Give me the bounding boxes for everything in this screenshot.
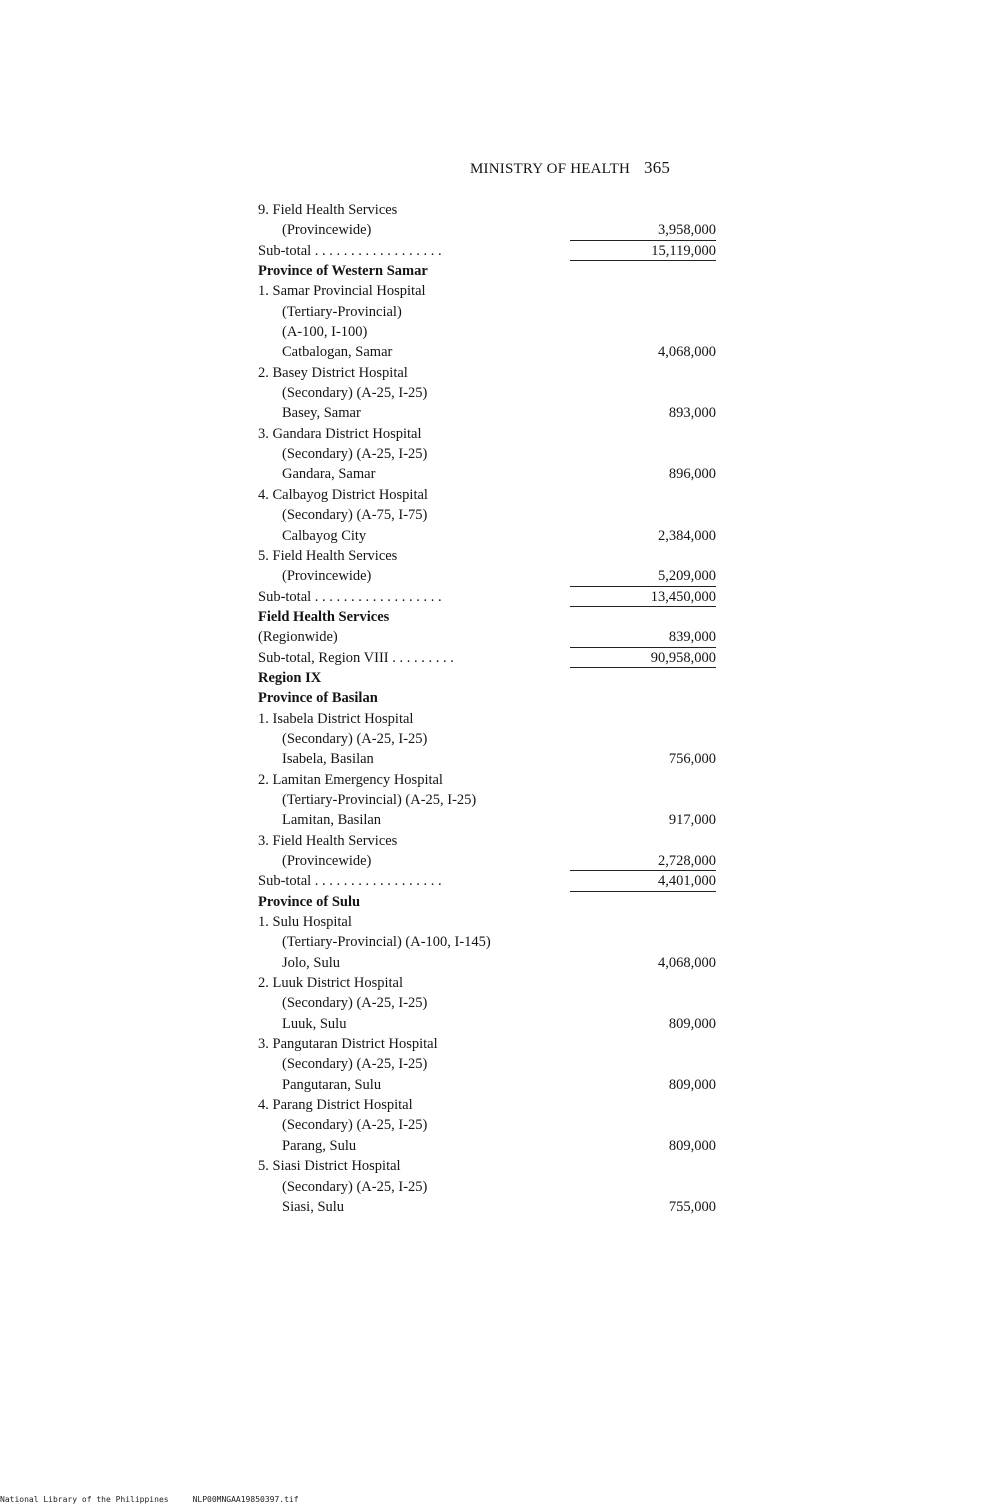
budget-table — [258, 200, 728, 1217]
table-row — [258, 1014, 728, 1034]
table-row — [258, 770, 728, 790]
table-row — [258, 1034, 728, 1054]
item-label: 5. Field Health Services — [258, 547, 398, 564]
item-label: 9. Field Health Services — [258, 202, 398, 218]
item-label: 3. Pangutaran District Hospital — [258, 1036, 438, 1053]
table-row — [258, 810, 728, 830]
item-label: 2. Basey District Hospital — [258, 364, 408, 381]
table-row — [258, 241, 728, 261]
item-label: Luuk, Sulu — [282, 1015, 347, 1032]
table-row — [258, 383, 728, 403]
table-row — [258, 200, 728, 220]
table-row — [258, 607, 728, 627]
table-row — [258, 1115, 728, 1135]
table-row — [258, 1054, 728, 1074]
item-label: Sub-total . . . . . . . . . . . . . . . . . . — [258, 588, 442, 605]
table-row — [258, 363, 728, 383]
item-label: (Secondary) (A-25, I-25) — [282, 1056, 428, 1073]
item-amount: 756,000 — [668, 751, 716, 768]
file-name: NLP00MNGAA19850397.tif — [192, 1495, 299, 1504]
item-amount: 2,728,000 — [658, 853, 716, 869]
item-amount: 4,068,000 — [658, 344, 716, 361]
item-label: (Secondary) (A-25, I-25) — [282, 385, 428, 402]
table-row — [258, 505, 728, 525]
item-amount: 809,000 — [668, 1137, 716, 1154]
item-label: (Tertiary-Provincial) (A-25, I-25) — [282, 791, 477, 808]
item-amount: 15,119,000 — [651, 242, 716, 259]
item-amount: 4,401,000 — [658, 873, 716, 890]
item-label: (Secondary) (A-25, I-25) — [282, 730, 428, 747]
table-row — [258, 932, 728, 952]
table-row — [258, 688, 728, 708]
item-amount: 893,000 — [668, 405, 716, 422]
table-row — [258, 444, 728, 464]
table-row — [258, 424, 728, 444]
running-title: MINISTRY OF HEALTH — [470, 161, 631, 177]
item-label: 4. Parang District Hospital — [258, 1097, 413, 1114]
item-label: (Provincewide) — [282, 222, 372, 239]
table-row — [258, 912, 728, 932]
item-label: (Secondary) (A-25, I-25) — [282, 1117, 428, 1134]
table-row — [258, 1095, 728, 1115]
item-label: (Regionwide) — [258, 629, 338, 646]
item-amount: 755,000 — [668, 1198, 716, 1215]
table-row — [258, 953, 728, 973]
scan-footer — [0, 1494, 988, 1506]
table-row — [258, 729, 728, 749]
item-label: 1. Sulu Hospital — [258, 914, 352, 931]
table-row — [258, 220, 728, 240]
item-label: Sub-total . . . . . . . . . . . . . . . . . . — [258, 242, 442, 259]
item-label: Province of Sulu — [258, 893, 361, 910]
item-label: (Secondary) (A-25, I-25) — [282, 446, 428, 463]
item-label: Isabela, Basilan — [282, 751, 374, 768]
item-label: (Provincewide) — [282, 568, 372, 585]
item-label: Gandara, Samar — [282, 466, 376, 483]
table-row — [258, 1156, 728, 1176]
item-label: (A-100, I-100) — [282, 324, 368, 341]
item-label: 5. Siasi District Hospital — [258, 1158, 401, 1175]
item-label: Sub-total, Region VIII . . . . . . . . . — [258, 649, 454, 666]
table-row — [258, 1177, 728, 1197]
item-amount: 896,000 — [668, 466, 716, 483]
table-row — [258, 1075, 728, 1095]
page-header — [470, 158, 715, 184]
item-label: 2. Luuk District Hospital — [258, 975, 403, 992]
table-row — [258, 526, 728, 546]
item-amount: 809,000 — [668, 1015, 716, 1032]
table-row — [258, 587, 728, 607]
item-label: Province of Basilan — [258, 690, 378, 707]
item-label: Parang, Sulu — [282, 1137, 357, 1154]
item-label: (Tertiary-Provincial) (A-100, I-145) — [282, 934, 491, 951]
table-row — [258, 993, 728, 1013]
item-label: (Provincewide) — [282, 853, 372, 869]
item-label: 3. Field Health Services — [258, 832, 398, 849]
table-row — [258, 709, 728, 729]
item-label: 1. Isabela District Hospital — [258, 710, 414, 727]
item-amount: 4,068,000 — [658, 954, 716, 971]
item-amount: 809,000 — [668, 1076, 716, 1093]
library-credit: National Library of the Philippines — [0, 1495, 169, 1504]
table-row — [258, 627, 728, 647]
table-row — [258, 871, 728, 891]
item-amount: 917,000 — [668, 812, 716, 829]
item-amount: 5,209,000 — [658, 568, 716, 585]
table-row — [258, 851, 728, 871]
table-row — [258, 892, 728, 912]
item-label: Jolo, Sulu — [282, 954, 341, 971]
item-label: (Secondary) (A-25, I-25) — [282, 995, 428, 1012]
item-label: 2. Lamitan Emergency Hospital — [258, 771, 443, 788]
table-row — [258, 342, 728, 362]
item-label: Province of Western Samar — [258, 263, 428, 280]
item-label: Field Health Services — [258, 608, 390, 625]
item-label: Basey, Samar — [282, 405, 361, 422]
item-amount: 90,958,000 — [650, 649, 716, 666]
item-label: 3. Gandara District Hospital — [258, 425, 422, 442]
item-label: Region IX — [258, 669, 322, 686]
item-label: 1. Samar Provincial Hospital — [258, 283, 426, 300]
table-row — [258, 790, 728, 810]
item-label: Catbalogan, Samar — [282, 344, 393, 361]
table-row — [258, 973, 728, 993]
item-amount: 3,958,000 — [658, 222, 716, 239]
item-label: Siasi, Sulu — [282, 1198, 345, 1215]
table-row — [258, 1197, 728, 1217]
table-row — [258, 261, 728, 281]
table-row — [258, 302, 728, 322]
table-row — [258, 546, 728, 566]
page-number: 365 — [644, 158, 671, 177]
table-row — [258, 485, 728, 505]
table-row — [258, 403, 728, 423]
item-label: Pangutaran, Sulu — [282, 1076, 382, 1093]
table-row — [258, 1136, 728, 1156]
table-row — [258, 566, 728, 586]
item-label: 4. Calbayog District Hospital — [258, 486, 428, 503]
table-row — [258, 281, 728, 301]
table-row — [258, 831, 728, 851]
table-row — [258, 322, 728, 342]
table-row — [258, 464, 728, 484]
item-label: Calbayog City — [282, 527, 367, 544]
item-label: (Tertiary-Provincial) — [282, 303, 402, 320]
table-row — [258, 749, 728, 769]
table-row — [258, 648, 728, 668]
table-row — [258, 668, 728, 688]
item-amount: 13,450,000 — [650, 588, 716, 605]
item-label: Sub-total . . . . . . . . . . . . . . . . . . — [258, 873, 442, 890]
item-amount: 2,384,000 — [658, 527, 716, 544]
item-amount: 839,000 — [668, 629, 716, 646]
item-label: (Secondary) (A-75, I-75) — [282, 507, 428, 524]
item-label: Lamitan, Basilan — [282, 812, 382, 829]
item-label: (Secondary) (A-25, I-25) — [282, 1178, 428, 1195]
